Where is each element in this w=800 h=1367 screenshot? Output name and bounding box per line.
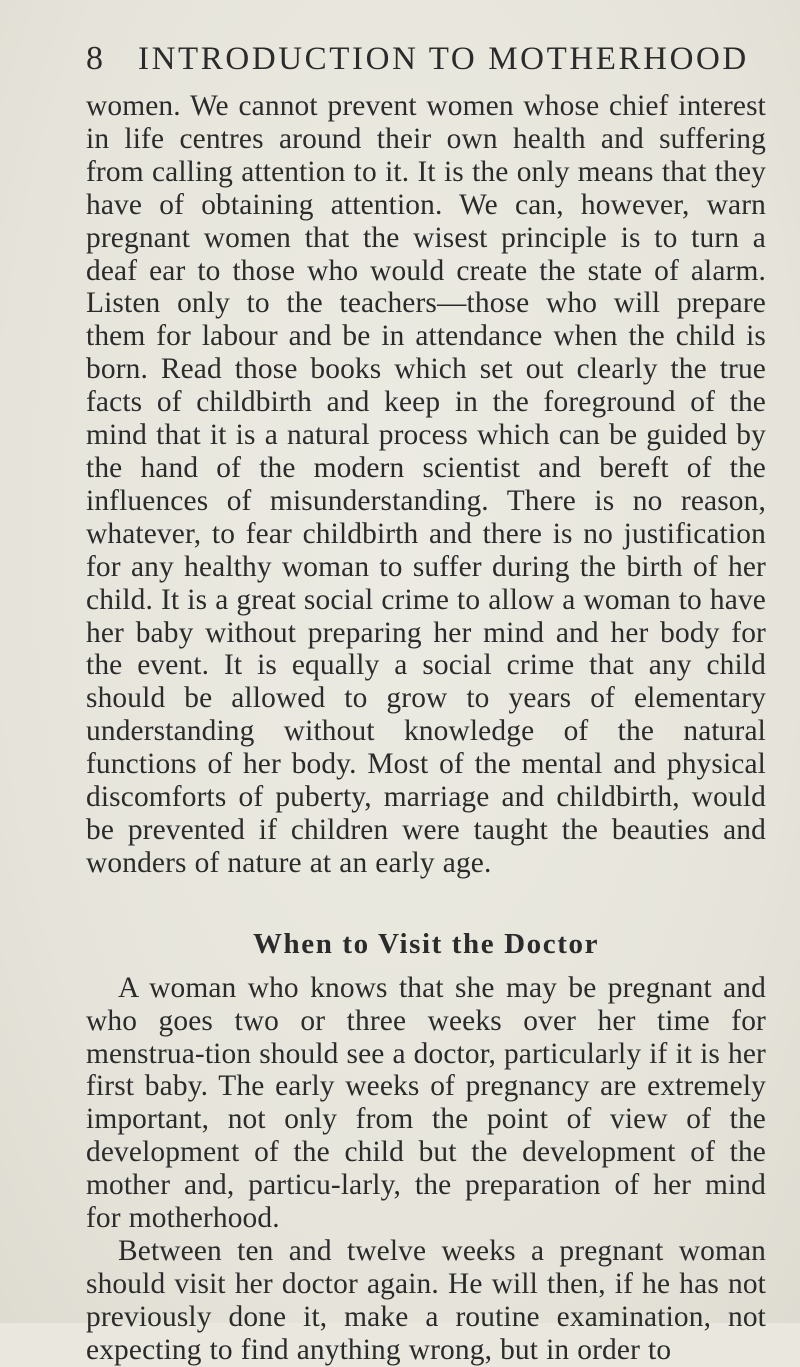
page-number: 8: [86, 40, 104, 77]
body-paragraph: A woman who knows that she may be pregnant and who goes two or three weeks over her time for menstrua-tion should see a doctor, particularly if it is her first baby. The early weeks of pregnancy are extremely important, not only from the point of view of the development of the child but the development of the mother and, particu-larly, the preparation of her mind for motherhood.: [86, 971, 766, 1235]
section-heading: When to Visit the Doctor: [252, 927, 600, 960]
running-head: [86, 40, 766, 84]
body-paragraph: Between ten and twelve weeks a pregnant woman should visit her doctor again. He will then, if he has not previously done it, make a routine examination, not expecting to find anything wrong, but in order to: [86, 1235, 766, 1366]
running-title: INTRODUCTION TO MOTHERHOOD: [138, 41, 749, 77]
body-paragraph: women. We cannot prevent women whose chief interest in life centres around their own health and suffering from calling attention to it. It is the only means that they have of obtaining attention. We can, however, warn pregnant women that the wisest principle is to turn a deaf ear to those who would create the state of alarm. Listen only to the teachers—those who will prepare them for labour and be in attendance when the child is born. Read those books which set out clearly the true facts of childbirth and keep in the foreground of the mind that it is a natural process which can be guided by the hand of the modern scientist and bereft of the influences of misunderstanding. There is no reason, whatever, to fear childbirth and there is no justification for any healthy woman to suffer during the birth of her child. It is a great social crime to allow a woman to have her baby without preparing her mind and her body for the event. It is equally a social crime that any child should be allowed to grow to years of elementary understanding without knowledge of the natural functions of her body. Most of the mental and physical discomforts of puberty, marriage and childbirth, would be prevented if children were taught the beauties and wonders of nature at an early age.: [86, 90, 766, 879]
